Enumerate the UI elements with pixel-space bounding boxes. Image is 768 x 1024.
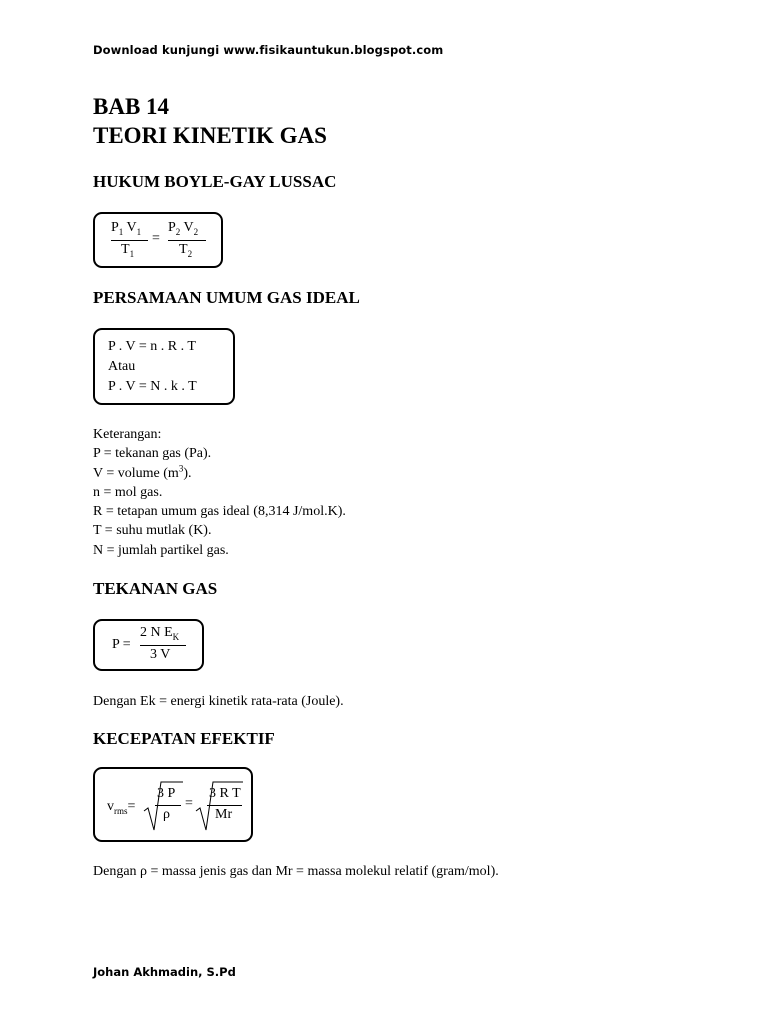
boyle-denominator-right: $T_2$ xyxy=(179,242,193,259)
keterangan-n-partikel: N = jumlah partikel gas. xyxy=(93,542,229,558)
keterangan-n: n = mol gas. xyxy=(93,484,163,500)
keterangan-title: Keterangan: xyxy=(93,427,162,442)
keterangan-r: R = tetapan umum gas ideal (8,314 J/mol.K). xyxy=(93,504,346,520)
heading-kecepatan-efektif: KECEPATAN EFEKTIF xyxy=(93,729,275,748)
sqrt1-denominator: ρ xyxy=(163,807,170,822)
ideal-gas-formula-box xyxy=(93,328,235,405)
tekanan-numerator: 2 N $E_K$ xyxy=(140,625,180,642)
heading-boyle-gay-lussac: HUKUM BOYLE-GAY LUSSAC xyxy=(93,172,337,191)
boyle-formula-box xyxy=(93,212,223,268)
page-header: Download kunjungi www.fisikauntukun.blogspot.com xyxy=(93,43,444,57)
sqrt2-numerator: 3 R T xyxy=(209,786,241,801)
keterangan-t: T = suhu mutlak (K). xyxy=(93,523,212,539)
boyle-denominator-left: $T_1$ xyxy=(121,242,135,259)
tekanan-formula-box xyxy=(93,619,204,671)
keterangan-list xyxy=(93,425,346,560)
boyle-numerator-right: $P_2$ $V_2$ xyxy=(168,220,199,237)
tekanan-lhs: P = xyxy=(112,637,131,652)
boyle-numerator-left: $P_1$ $V_1$ xyxy=(111,220,142,237)
ideal-gas-equation-1: P . V = n . R . T xyxy=(108,339,196,354)
kecepatan-formula-box xyxy=(93,767,253,842)
sqrt2-denominator: Mr xyxy=(215,807,233,822)
vrms-label: $v_{rms}=$ xyxy=(107,799,136,816)
tekanan-denominator: 3 V xyxy=(150,647,171,662)
ideal-gas-equation-2: P . V = N . k . T xyxy=(108,379,197,394)
tekanan-note: Dengan Ek = energi kinetik rata-rata (Joule). xyxy=(93,694,344,709)
heading-tekanan-gas: TEKANAN GAS xyxy=(93,579,218,598)
sqrt1-numerator: 3 P xyxy=(157,786,176,801)
boyle-equals: = xyxy=(152,231,160,246)
chapter-number: BAB 14 xyxy=(93,94,170,119)
keterangan-v: V = volume $(m^3)$. xyxy=(93,462,192,481)
ideal-gas-atau: Atau xyxy=(108,359,136,374)
heading-gas-ideal: PERSAMAAN UMUM GAS IDEAL xyxy=(93,288,360,307)
keterangan-p: P = tekanan gas (Pa). xyxy=(93,446,212,462)
kecepatan-equals: = xyxy=(185,796,193,811)
page-footer: Johan Akhmadin, S.Pd xyxy=(93,965,236,979)
chapter-title: TEORI KINETIK GAS xyxy=(93,123,327,148)
kecepatan-note: Dengan ρ = massa jenis gas dan Mr = massa molekul relatif (gram/mol). xyxy=(93,864,499,879)
